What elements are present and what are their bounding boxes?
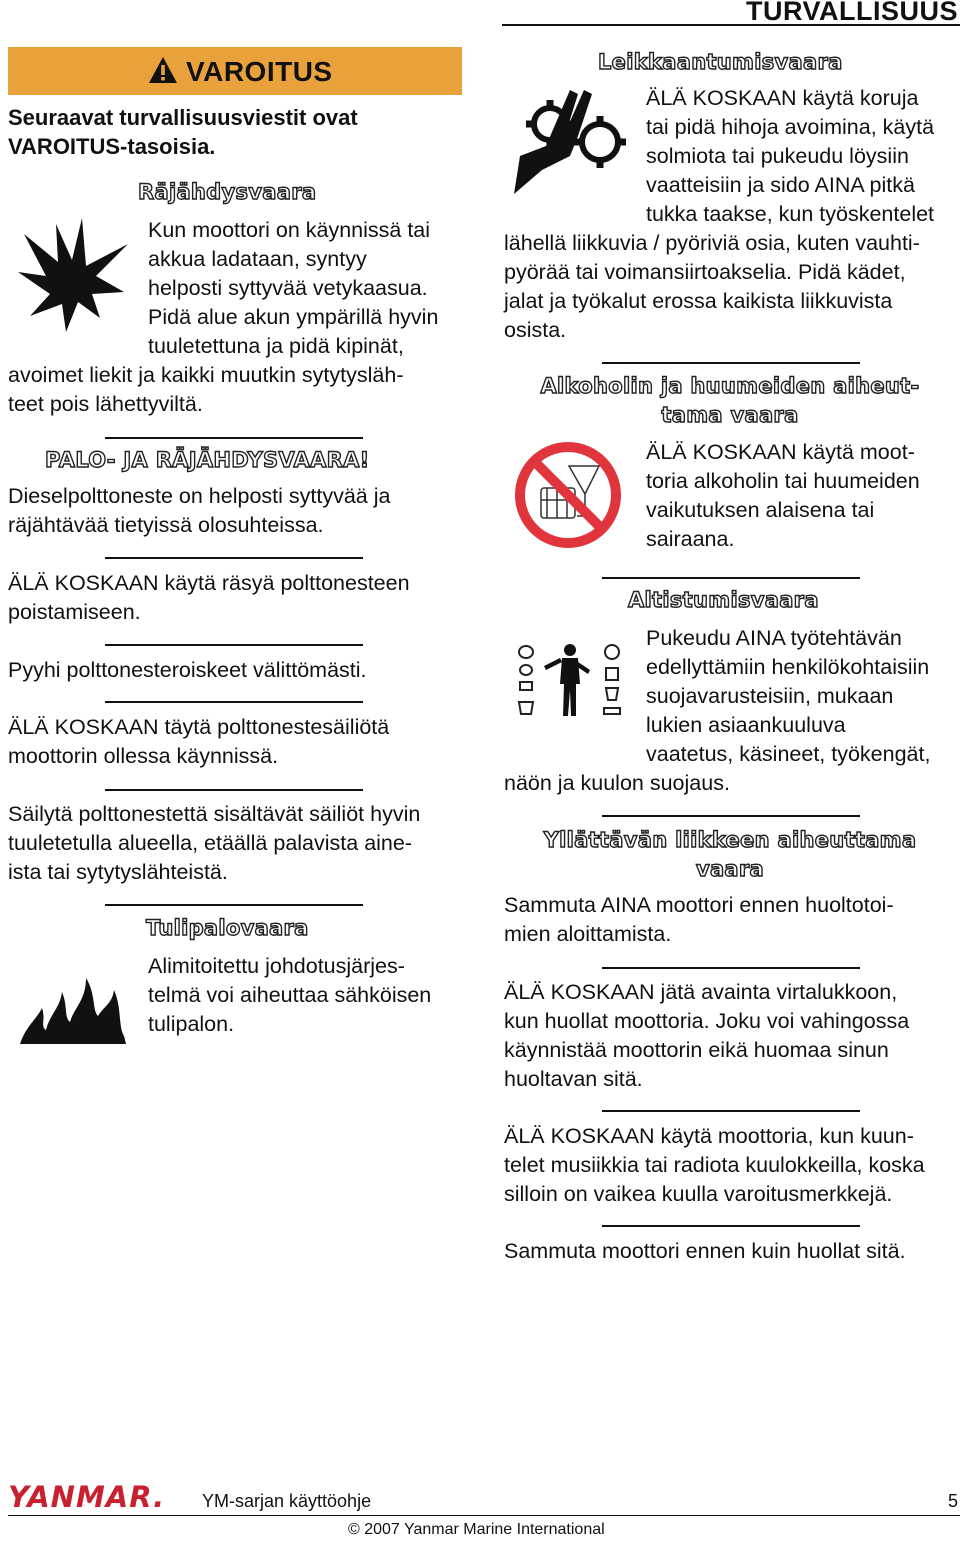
manual-title: YM-sarjan käyttöohje — [202, 1491, 372, 1511]
explosion-line: helposti syttyvää vetykaasua. — [148, 276, 428, 300]
sudden-item — [504, 1122, 925, 1209]
cut-line: lähellä liikkuvia / pyöriviä osia, kuten vauhti- — [504, 231, 920, 255]
exposure-line: Pukeudu AINA työtehtävän — [646, 626, 902, 650]
sudden-item-line: Sammuta AINA moottori ennen huoltotoi- — [504, 893, 894, 917]
intro-line: Seuraavat turvallisuusviestit ovat — [8, 105, 358, 130]
sudden-item-line: kun huollat moottoria. Joku voi vahingossa — [504, 1009, 910, 1033]
left-item-line: moottorin ollessa käynnissä. — [8, 744, 279, 768]
sudden-item-line: ÄLÄ KOSKAAN käytä moottoria, kun kuun- — [504, 1124, 914, 1148]
divider — [602, 362, 860, 364]
section-title: TURVALLISUUS — [745, 0, 958, 26]
explosion-line: Pidä alue akun ympärillä hyvin — [148, 305, 439, 329]
left-item-line: Säilytä polttonestettä sisältävät säiliöt hyvin — [8, 802, 421, 826]
explosion-icon — [16, 214, 132, 332]
alcohol-line: ÄLÄ KOSKAAN käytä moot- — [646, 440, 915, 464]
left-item — [8, 656, 367, 685]
exposure-heading: Altistumisvaara — [628, 588, 819, 612]
fire-heading: Tulipalovaara — [146, 916, 309, 940]
fire-line: tulipalon. — [148, 1012, 235, 1036]
cut-line: solmiota tai pukeudu löysiin — [646, 144, 909, 168]
no-alcohol-icon — [513, 440, 623, 550]
sudden-item-line: huoltavan sitä. — [504, 1067, 643, 1091]
brand-logo: YANMAR. — [8, 1480, 166, 1514]
warning-label: VAROITUS — [186, 56, 333, 87]
cut-line: pyörää tai voimansiirtoakselia. Pidä kädet, — [504, 260, 906, 284]
footer-rule — [8, 1515, 960, 1516]
flame-icon — [16, 964, 128, 1048]
warning-banner — [8, 47, 462, 95]
divider — [602, 577, 860, 579]
cut-line: tukka taakse, kun työskentelet — [646, 202, 935, 226]
cut-line: osista. — [504, 318, 567, 342]
exposure-line: näön ja kuulon suojaus. — [504, 771, 730, 795]
left-item — [8, 713, 389, 771]
fire-explosion-line: Dieselpolttoneste on helposti syttyvää ja — [8, 484, 391, 508]
cut-text — [646, 84, 934, 229]
divider — [105, 437, 363, 439]
fire-line: telmä voi aiheuttaa sähköisen — [148, 983, 432, 1007]
left-item-line: Pyyhi polttonesteroiskeet välittömästi. — [8, 658, 367, 682]
explosion-line: akkua ladataan, syntyy — [148, 247, 367, 271]
fire-explosion-line: räjähtävää tietyissä olosuhteissa. — [8, 513, 324, 537]
sudden-movement-heading-line: Yllättävän liikkeen aiheuttama — [543, 828, 917, 852]
fire-text — [148, 952, 431, 1039]
sudden-item — [504, 978, 909, 1094]
left-item-line: tuuletetulla alueella, etäällä palavista aine- — [8, 831, 412, 855]
left-item-line: poistamiseen. — [8, 600, 141, 624]
explosion-heading: Räjähdysvaara — [138, 180, 317, 204]
alcohol-heading — [530, 372, 930, 430]
fire-line: Alimitoitettu johdotusjärjes- — [148, 954, 405, 978]
divider — [602, 967, 860, 969]
intro-line: VAROITUS-tasoisia. — [8, 134, 216, 159]
fire-explosion-heading: PALO- JA RÄJÄHDYSVAARA! — [45, 448, 370, 472]
sudden-item — [504, 1237, 906, 1266]
exposure-text-wrap — [504, 769, 730, 798]
fire-explosion-text — [8, 482, 390, 540]
explosion-line: avoimet liekit ja kaikki muutkin sytytysläh- — [8, 363, 404, 387]
divider — [602, 1110, 860, 1112]
alcohol-heading-line: Alkoholin ja huumeiden aiheut- — [540, 374, 920, 398]
cut-text-wrap — [504, 229, 920, 345]
left-item-line: ÄLÄ KOSKAAN täytä polttonestesäiliötä — [8, 715, 390, 739]
page-number: 5 — [947, 1491, 958, 1511]
alcohol-line: toria alkoholin tai huumeiden — [646, 469, 920, 493]
header-rule — [502, 24, 960, 26]
explosion-line: tuuletettuna ja pidä kipinät, — [148, 334, 404, 358]
divider — [602, 815, 860, 817]
left-item-line: ÄLÄ KOSKAAN käytä räsyä polttonesteen — [8, 571, 410, 595]
exposure-line: lukien asiaankuuluva — [646, 713, 846, 737]
explosion-line: Kun moottori on käynnissä tai — [148, 218, 431, 242]
exposure-text — [646, 624, 930, 769]
copyright: © 2007 Yanmar Marine International — [348, 1521, 605, 1538]
cut-line: jalat ja työkalut erossa kaikista liikkuvista — [504, 289, 893, 313]
divider — [105, 557, 363, 559]
sudden-item-line: silloin on vaikea kuulla varoitusmerkkejä. — [504, 1182, 893, 1206]
alcohol-heading-line: tama vaara — [661, 403, 799, 427]
divider — [105, 644, 363, 646]
explosion-text — [148, 216, 438, 361]
protective-gear-icon — [514, 640, 626, 720]
divider — [105, 701, 363, 703]
sudden-item-line: ÄLÄ KOSKAAN jätä avainta virtalukkoon, — [504, 980, 898, 1004]
sudden-item — [504, 891, 894, 949]
divider — [105, 789, 363, 791]
alcohol-text — [646, 438, 920, 554]
cut-line: vaatteisiin ja sido AINA pitkä — [646, 173, 915, 197]
cut-heading: Leikkaantumisvaara — [598, 50, 843, 74]
left-item — [8, 800, 420, 887]
left-item-line: ista tai sytytyslähteistä. — [8, 860, 228, 884]
exposure-line: vaatetus, käsineet, työkengät, — [646, 742, 931, 766]
sudden-movement-heading-line: vaara — [695, 857, 765, 881]
explosion-text-wrap — [8, 361, 403, 419]
divider — [105, 904, 363, 906]
sudden-item-line: telet musiikkia tai radiota kuulokkeilla, koska — [504, 1153, 925, 1177]
cut-line: ÄLÄ KOSKAAN käytä koruja — [646, 86, 919, 110]
exposure-line: edellyttämiin henkilökohtaisiin — [646, 655, 930, 679]
alcohol-line: sairaana. — [646, 527, 735, 551]
sudden-item-line: käynnistää moottorin eikä huomaa sinun — [504, 1038, 889, 1062]
sudden-item-line: Sammuta moottori ennen kuin huollat sitä. — [504, 1239, 906, 1263]
divider — [602, 1225, 860, 1227]
warning-triangle-icon — [148, 56, 178, 84]
exposure-line: suojavarusteisiin, mukaan — [646, 684, 894, 708]
sudden-item-line: mien aloittamista. — [504, 922, 672, 946]
gear-hand-icon — [512, 86, 628, 198]
explosion-line: teet pois lähettyviltä. — [8, 392, 203, 416]
sudden-movement-heading — [530, 826, 930, 884]
alcohol-line: vaikutuksen alaisena tai — [646, 498, 875, 522]
intro-text — [8, 103, 358, 161]
cut-line: tai pidä hihoja avoimina, käytä — [646, 115, 935, 139]
left-item — [8, 569, 410, 627]
